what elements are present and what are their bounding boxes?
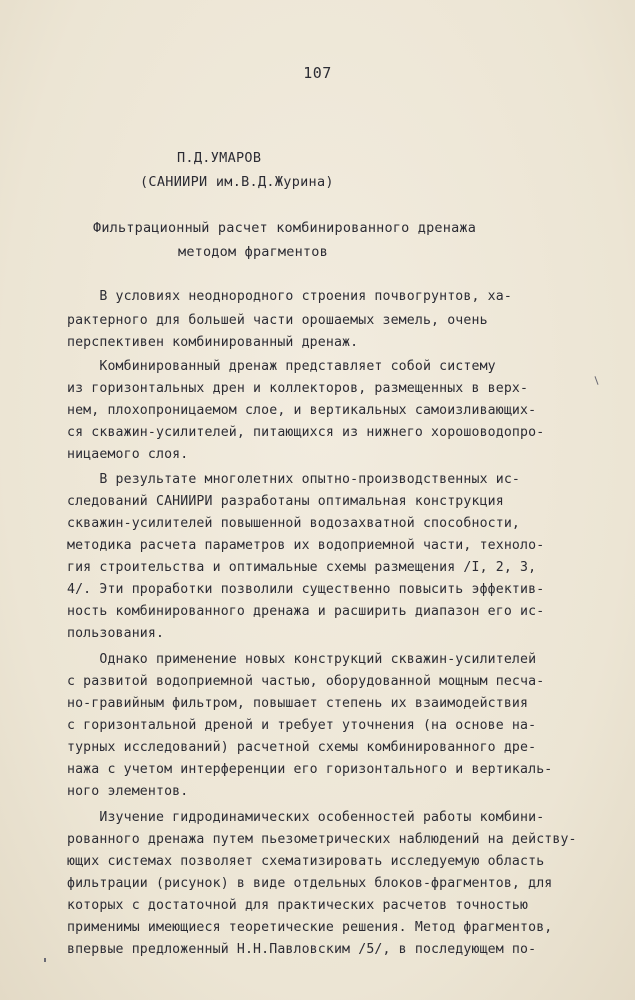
body-line: скважин-усилителей повышенной водозахватной способности,	[67, 516, 521, 531]
body-line: которых с достаточной для практических расчетов точностью	[67, 898, 529, 913]
body-line: Изучение гидродинамических особенностей работы комбини-	[67, 810, 545, 825]
body-line: перспективен комбинированный дренаж.	[67, 335, 359, 350]
article-title-line-2: методом фрагментов	[178, 244, 328, 260]
body-line: следований САНИИРИ разработаны оптимальная конструкция	[67, 494, 504, 509]
body-line: ницаемого слоя.	[67, 447, 189, 462]
page-number: 107	[303, 64, 332, 82]
author-affiliation: (САНИИРИ им.В.Д.Журина)	[140, 174, 334, 190]
body-line: методика расчета параметров их водоприемной части, техноло-	[67, 538, 545, 553]
body-line: из горизонтальных дрен и коллекторов, размещенных в верх-	[67, 381, 529, 396]
body-line: Комбинированный дренаж представляет собой систему	[67, 359, 496, 374]
body-line: турных исследований) расчетной схемы комбинированного дре-	[67, 740, 537, 755]
article-title-line-1: Фильтрационный расчет комбинированного дренажа	[93, 220, 477, 236]
body-line: ного элементов.	[67, 784, 189, 799]
author-name: П.Д.УМАРОВ	[177, 150, 262, 166]
body-line: ность комбинированного дренажа и расширить диапазон его ис-	[67, 604, 545, 619]
body-line: ся скважин-усилителей, питающихся из нижнего хорошоводопро-	[67, 425, 545, 440]
body-line: нем, плохопроницаемом слое, и вертикальных самоизливающих-	[67, 403, 537, 418]
stray-ink-dot	[44, 958, 46, 962]
body-line: с горизонтальной дреной и требует уточнения (на основе на-	[67, 718, 537, 733]
body-line: Однако применение новых конструкций скважин-усилителей	[67, 652, 537, 667]
stray-pen-mark	[594, 376, 598, 385]
body-line: В результате многолетних опытно-производственных ис-	[67, 472, 521, 487]
body-line: гия строительства и оптимальные схемы размещения /I, 2, 3,	[67, 560, 537, 575]
body-line: рактерного для большей части орошаемых земель, очень	[67, 313, 488, 328]
body-line: нажа с учетом интерференции его горизонтального и вертикаль-	[67, 762, 553, 777]
body-line: с развитой водоприемной частью, оборудованной мощным песча-	[67, 674, 545, 689]
body-line: впервые предложенный Н.Н.Павловским /5/, в последующем по-	[67, 942, 537, 957]
body-line: применимы имеющиеся теоретические решения. Метод фрагментов,	[67, 920, 553, 935]
body-line: 4/. Эти проработки позволили существенно повысить эффектив-	[67, 582, 545, 597]
body-line: рованного дренажа путем пьезометрических наблюдений на действу-	[67, 832, 577, 847]
body-line: В условиях неоднородного строения почвогрунтов, ха-	[67, 289, 512, 304]
body-line: пользования.	[67, 626, 165, 641]
body-line: фильтрации (рисунок) в виде отдельных блоков-фрагментов, для	[67, 876, 553, 891]
body-line: ющих системах позволяет схематизировать исследуемую область	[67, 854, 545, 869]
body-line: но-гравийным фильтром, повышает степень их взаимодействия	[67, 696, 529, 711]
